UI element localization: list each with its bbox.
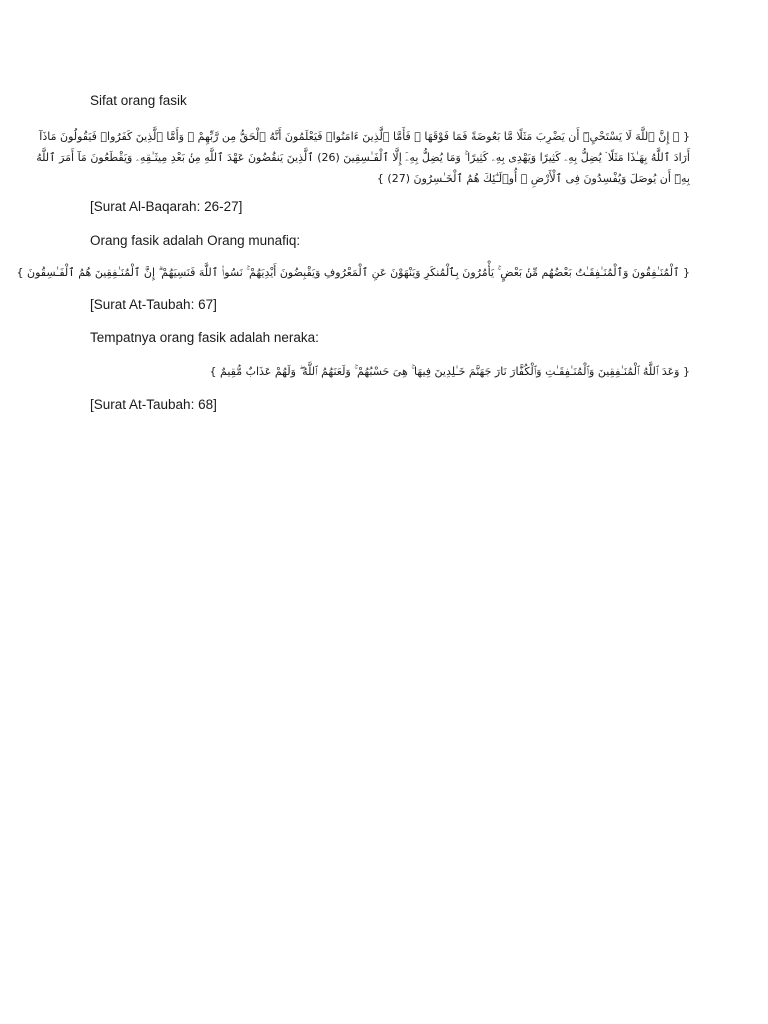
document-page <box>16 0 690 1024</box>
verse-line: أَرَادَ ٱللَّهُ بِهَـٰذَا مَثَلًا ۘ يُضِلُّ بِهِۦ كَثِيرًا وَيَهْدِى بِهِۦ كَثِيرًا ۚ وَمَا يُضِلُّ بِهِۦٓ إِلَّا ٱلْفَـٰسِقِينَ (26) ٱلَّذِينَ يَنقُضُونَ عَهْدَ ٱللَّهِ مِنۢ بَعْدِ مِيثَـٰقِهِۦ وَيَقْطَعُونَ مَآ أَمَرَ ٱللَّهُ <box>36 151 690 164</box>
quran-verse <box>90 361 690 382</box>
verse-line: { ۞ إِنَّ ٱللَّهَ لَا يَسْتَحْيِۦٓ أَن يَضْرِبَ مَثَلًا مَّا بَعُوضَةً فَمَا فَوْقَهَا ۚ فَأَمَّا ٱلَّذِينَ ءَامَنُوا۟ فَيَعْلَمُونَ أَنَّهُ ٱلْحَقُّ مِن رَّبِّهِمْ ۖ وَأَمَّا ٱلَّذِينَ كَفَرُوا۟ فَيَقُولُونَ مَاذَآ <box>39 130 690 143</box>
quran-verse <box>36 126 690 189</box>
verse-line: { ٱلْمُنَـٰفِقُونَ وَٱلْمُنَـٰفِقَـٰتُ بَعْضُهُم مِّنۢ بَعْضٍ ۚ يَأْمُرُونَ بِٱلْمُنكَرِ وَيَنْهَوْنَ عَنِ ٱلْمَعْرُوفِ وَيَقْبِضُونَ أَيْدِيَهُمْ ۚ نَسُوا۟ ٱللَّهَ فَنَسِيَهُمْ ۗ إِنَّ ٱلْمُنَـٰفِقِينَ هُمُ ٱلْفَـٰسِقُونَ } <box>16 266 690 279</box>
quran-verse <box>16 262 690 283</box>
verse-line: { وَعَدَ ٱللَّهُ ٱلْمُنَـٰفِقِينَ وَٱلْمُنَـٰفِقَـٰتِ وَٱلْكُفَّارَ نَارَ جَهَنَّمَ خَـٰلِدِينَ فِيهَا ۚ هِىَ حَسْبُهُمْ ۚ وَلَعَنَهُمُ ٱللَّهُ ۖ وَلَهُمْ عَذَابٌ مُّقِيمٌ } <box>209 365 690 378</box>
verse-citation: [Surat At-Taubah: 67] <box>90 297 217 312</box>
section-heading: Sifat orang fasik <box>90 93 187 108</box>
verse-line: بِهِۦٓ أَن يُوصَلَ وَيُفْسِدُونَ فِى ٱلْأَرْضِ ۚ أُو۟لَـٰٓئِكَ هُمُ ٱلْخَـٰسِرُونَ (27) } <box>376 172 690 185</box>
verse-citation: [Surat At-Taubah: 68] <box>90 397 217 412</box>
verse-citation: [Surat Al-Baqarah: 26-27] <box>90 199 243 214</box>
section-heading: Tempatnya orang fasik adalah neraka: <box>90 330 319 345</box>
section-heading: Orang fasik adalah Orang munafiq: <box>90 233 301 248</box>
